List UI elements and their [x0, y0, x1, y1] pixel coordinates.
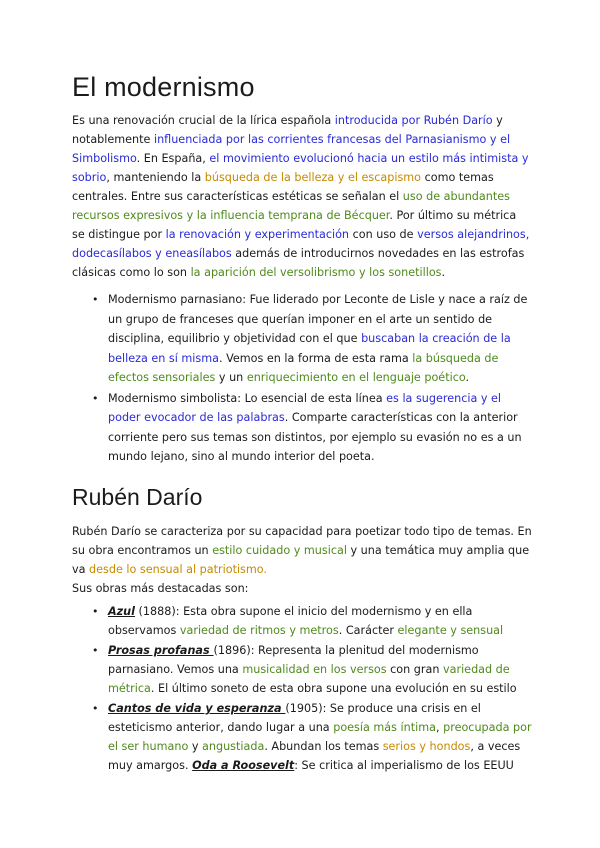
list-item [72, 641, 532, 698]
bullet-icon: • [92, 702, 99, 715]
text-run: : Se critica al imperialismo de los EEUU [294, 759, 514, 772]
text-run: y [188, 740, 203, 753]
text-run: y una temática muy amplia que va [72, 544, 530, 576]
text-run: . Vemos en la forma de esta rama [218, 351, 413, 365]
text-run: Modernismo simbolista: Lo esencial de esta línea [108, 391, 387, 405]
highlighted-text: desde lo sensual al patriotismo. [89, 563, 267, 576]
highlighted-text: versos alejandrinos, dodecasílabos y eneasílabos [72, 228, 530, 260]
text-run: . Por último su métrica se distingue por [72, 209, 517, 241]
text-run: y notablemente [72, 114, 503, 146]
highlighted-text: búsqueda de la belleza y el escapismo [204, 171, 422, 184]
list-item [72, 290, 532, 388]
highlighted-text: elegante y sensual [397, 624, 504, 637]
modernismo-list [72, 290, 532, 468]
highlighted-text: variedad de ritmos y metros [179, 624, 339, 637]
text-run: , [435, 721, 444, 734]
highlighted-text: preocupada por el ser humano [108, 721, 532, 753]
ruben-dario-intro [72, 522, 532, 598]
text-run: con uso de [349, 228, 418, 241]
highlighted-text: la renovación y experimentación [165, 228, 350, 241]
bullet-icon: • [92, 605, 99, 618]
text-run: Modernismo parnasiano: Fue liderado por Leconte de Lisle y nace a raíz de un grupo de franceses que querían imponer en el arte un sentido de disciplina, equilibrio y objetividad con el que [108, 293, 528, 345]
ruben-dario-works-list [72, 602, 532, 776]
text-run: . [465, 371, 470, 384]
highlighted-text: variedad de métrica [108, 663, 510, 695]
list-item [72, 699, 532, 775]
highlighted-text: poesía más íntima [333, 721, 436, 734]
highlighted-text: influenciada por las corrientes francesas del Parnasianismo y el Simbolismo [72, 133, 511, 165]
work-title: Oda a Roosevelt [192, 759, 295, 772]
text-run: Es una renovación crucial de la lírica española [72, 114, 335, 127]
text-run: y un [215, 371, 247, 384]
text-run: como temas centrales. Entre sus características estéticas se señalan el [72, 171, 494, 203]
highlighted-text: musicalidad en los versos [242, 663, 387, 676]
section-title-modernismo: El modernismo [72, 72, 255, 102]
modernismo-intro [72, 111, 532, 282]
section-title-ruben-dario: Rubén Darío [72, 484, 203, 510]
text-run: (1905): Se produce una crisis en el esteticismo anterior, dando lugar a una [108, 702, 481, 734]
text-run: con gran [386, 663, 443, 676]
work-title: Cantos de vida y esperanza [108, 702, 286, 715]
list-item [72, 602, 532, 640]
highlighted-text: buscaban la creación de la belleza en sí misma [108, 332, 511, 365]
text-run: . Abundan los temas [264, 740, 383, 753]
highlighted-text: introducida por Rubén Darío [334, 114, 493, 127]
highlighted-text: estilo cuidado y musical [212, 544, 347, 557]
text-run: . Carácter [338, 624, 398, 637]
highlighted-text: enriquecimiento en el lenguaje poético [246, 371, 466, 384]
highlighted-text: serios y hondos [382, 740, 471, 753]
text-run: , manteniendo la [106, 171, 205, 184]
text-run: . El último soneto de esta obra supone una evolución en su estilo [150, 682, 517, 695]
text-run: . En España, [136, 152, 210, 165]
text-run: Rubén Darío se caracteriza por su capacidad para poetizar todo tipo de temas. En su obra encontramos un [72, 525, 532, 557]
work-title: Azul [108, 605, 135, 618]
text-run: , a veces muy amargos. [108, 740, 521, 772]
highlighted-text: la búsqueda de efectos sensoriales [108, 351, 499, 384]
text-run: Sus obras más destacadas son: [72, 582, 249, 595]
highlighted-text: uso de abundantes recursos expresivos y la influencia temprana de Bécquer [72, 190, 510, 222]
text-run: (1896): Representa la plenitud del modernismo parnasiano. Vemos una [108, 644, 479, 676]
highlighted-text: angustiada [202, 740, 265, 753]
work-title: Prosas profanas [108, 644, 214, 657]
bullet-icon: • [92, 644, 99, 657]
bullet-icon: • [92, 391, 99, 405]
highlighted-text: la aparición del versolibrismo y los sonetillos [190, 266, 442, 279]
text-run: además de introducirnos novedades en las estrofas clásicas como lo son [72, 247, 525, 279]
bullet-icon: • [92, 293, 99, 306]
list-item [72, 389, 532, 467]
highlighted-text: es la sugerencia y el poder evocador de las palabras [108, 391, 502, 424]
text-run: . Comparte características con la anterior corriente pero sus temas son distintos, por ejemplo su evasión no es a un mundo lejano, sino al mundo interior del poeta. [108, 411, 522, 463]
text-run: (1888): Esta obra supone el inicio del modernismo y en ella observamos [108, 605, 473, 637]
highlighted-text: el movimiento evolucionó hacia un estilo más intimista y sobrio [72, 152, 529, 184]
text-run: . [441, 266, 446, 279]
